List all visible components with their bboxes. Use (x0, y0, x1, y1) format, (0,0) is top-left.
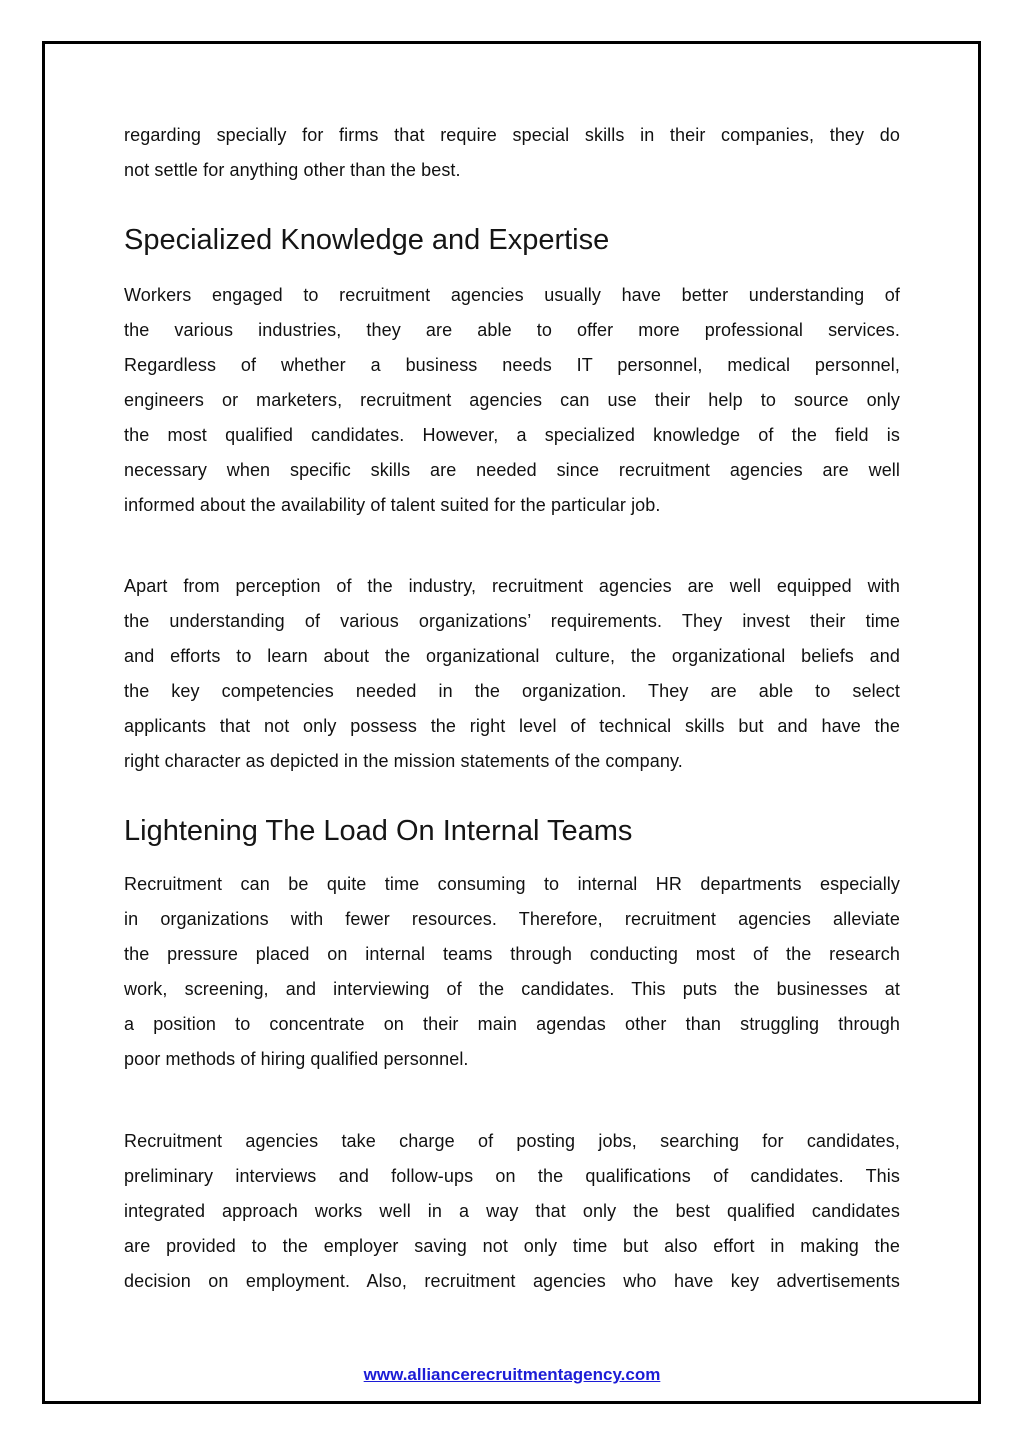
paragraph-specialized-knowledge-2 (124, 569, 900, 779)
paragraph-line: not settle for anything other than the best. (124, 160, 461, 180)
paragraph-line: Workers engaged to recruitment agencies usually have better understanding of (124, 285, 900, 305)
page-border-frame (42, 41, 981, 1404)
paragraph-line: engineers or marketers, recruitment agencies can use their help to source only (124, 390, 900, 410)
paragraph-line: poor methods of hiring qualified personnel. (124, 1049, 469, 1069)
paragraph-specialized-knowledge-1 (124, 278, 900, 523)
footer (124, 1362, 900, 1389)
paragraph-line: Recruitment agencies take charge of posting jobs, searching for candidates, (124, 1131, 900, 1151)
footer-website-link[interactable]: www.alliancerecruitmentagency.com (363, 1365, 661, 1384)
paragraph-line: the various industries, they are able to offer more professional services. (124, 320, 900, 340)
paragraph-line: Apart from perception of the industry, recruitment agencies are well equipped with (124, 576, 900, 596)
paragraph-line: decision on employment. Also, recruitment agencies who have key advertisements (124, 1271, 900, 1291)
paragraph-line: Regardless of whether a business needs IT personnel, medical personnel, (124, 355, 900, 375)
paragraph-line: informed about the availability of talent suited for the particular job. (124, 495, 661, 515)
section-heading-lightening-load: Lightening The Load On Internal Teams (124, 815, 633, 847)
paragraph-line: and efforts to learn about the organizational culture, the organizational beliefs and (124, 646, 900, 666)
paragraph-lightening-load-2 (124, 1124, 900, 1299)
paragraph-line: Recruitment can be quite time consuming to internal HR departments especially (124, 874, 900, 894)
paragraph-line: integrated approach works well in a way that only the best qualified candidates (124, 1201, 900, 1221)
paragraph-line: the understanding of various organizations’ requirements. They invest their time (124, 611, 900, 631)
paragraph-line: work, screening, and interviewing of the candidates. This puts the businesses at (124, 979, 900, 999)
paragraph-line: a position to concentrate on their main agendas other than struggling through (124, 1014, 900, 1034)
paragraph-lightening-load-1 (124, 867, 900, 1077)
section-heading-specialized-knowledge: Specialized Knowledge and Expertise (124, 224, 610, 256)
document-content (45, 44, 978, 1389)
paragraph-line: the pressure placed on internal teams through conducting most of the research (124, 944, 900, 964)
paragraph-line: regarding specially for firms that require special skills in their companies, they do (124, 125, 900, 145)
paragraph-line: are provided to the employer saving not only time but also effort in making the (124, 1236, 900, 1256)
intro-paragraph (124, 118, 900, 188)
paragraph-line: necessary when specific skills are needed since recruitment agencies are well (124, 460, 900, 480)
paragraph-line: in organizations with fewer resources. Therefore, recruitment agencies alleviate (124, 909, 900, 929)
paragraph-line: the key competencies needed in the organization. They are able to select (124, 681, 900, 701)
paragraph-line: preliminary interviews and follow-ups on the qualifications of candidates. This (124, 1166, 900, 1186)
paragraph-line: the most qualified candidates. However, a specialized knowledge of the field is (124, 425, 900, 445)
paragraph-line: right character as depicted in the mission statements of the company. (124, 751, 683, 771)
paragraph-line: applicants that not only possess the right level of technical skills but and have the (124, 716, 900, 736)
